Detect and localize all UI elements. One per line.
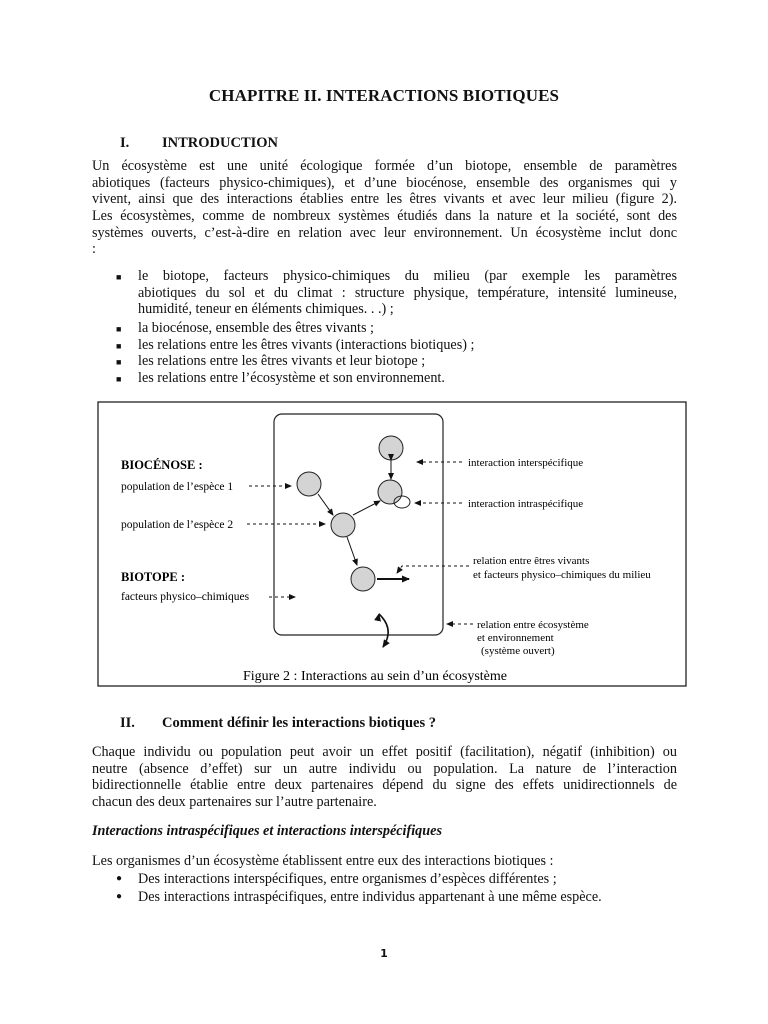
list-item bbox=[116, 353, 426, 370]
section-number: II. bbox=[120, 715, 135, 731]
ecosystem-figure bbox=[97, 401, 687, 687]
square-bullet-icon: ■ bbox=[116, 357, 122, 367]
intro-line: abiotiques (facteurs physico-chimiques), et d’une biocénose, ensemble des organismes qui y bbox=[92, 175, 677, 191]
square-bullet-icon: ■ bbox=[116, 341, 122, 351]
round-bullet-icon: ● bbox=[116, 891, 123, 902]
list-item-text: Des interactions interspécifiques, entre organismes d’espèces différentes ; bbox=[138, 871, 557, 887]
paragraph-line: bidirectionnelle établie entre deux partenaires dépend du signe des effets unidirectionnels de bbox=[92, 777, 677, 793]
list-item-line: les relations entre les êtres vivants et leur biotope ; bbox=[138, 353, 426, 369]
biotope-label: BIOTOPE : bbox=[121, 570, 186, 584]
paragraph-line: Chaque individu ou population peut avoir un effet positif (facilitation), négatif (inhibition) ou bbox=[92, 744, 677, 760]
subsection-title: Interactions intraspécifiques et interactions interspécifiques bbox=[92, 823, 442, 839]
square-bullet-icon: ■ bbox=[116, 272, 122, 282]
list-item bbox=[116, 889, 602, 906]
interspecific-label: interaction interspécifique bbox=[468, 457, 584, 469]
intraspecific-label: interaction intraspécifique bbox=[468, 498, 584, 510]
intro-line: vivent, ainsi que des interactions établies entre les êtres vivants et avec leur milieu (figure 2). bbox=[92, 191, 677, 207]
facteurs-label: facteurs physico–chimiques bbox=[121, 591, 250, 603]
relation-eco-line3: (système ouvert) bbox=[481, 645, 555, 657]
intro-line: Un écosystème est une unité écologique formée d’un biotope, ensemble de paramètres bbox=[92, 158, 677, 174]
population-circle bbox=[379, 436, 403, 460]
intro-line: systèmes ouverts, c’est-à-dire en relation avec leur environnement. Un écosystème inclut donc bbox=[92, 225, 677, 241]
list-item bbox=[116, 370, 445, 387]
square-bullet-icon: ■ bbox=[116, 324, 122, 334]
section-number: I. bbox=[120, 135, 130, 151]
population-circle bbox=[331, 513, 355, 537]
biocenose-label: BIOCÉNOSE : bbox=[121, 458, 203, 472]
section-heading-introduction bbox=[120, 135, 278, 152]
population-circle bbox=[378, 480, 402, 504]
list-item-text: Des interactions intraspécifiques, entre individus appartenant à une même espèce. bbox=[138, 889, 602, 905]
list-item bbox=[116, 871, 557, 888]
organisms-paragraph: Les organismes d’un écosystème établissent entre eux des interactions biotiques : bbox=[92, 853, 554, 869]
page-number: 1 bbox=[380, 947, 388, 960]
intro-line: : bbox=[92, 241, 96, 257]
relation-vivants-line1: relation entre êtres vivants bbox=[473, 555, 590, 567]
square-bullet-icon: ■ bbox=[116, 374, 122, 384]
round-bullet-icon: ● bbox=[116, 873, 123, 884]
list-item bbox=[116, 268, 677, 318]
population-circle bbox=[351, 567, 375, 591]
paragraph-line: chacun des deux partenaires sur l’autre partenaire. bbox=[92, 794, 377, 810]
chapter-title: CHAPITRE II. INTERACTIONS BIOTIQUES bbox=[208, 86, 560, 105]
paragraph-line: neutre (absence d’effet) sur un autre individu ou population. La nature de l’interaction bbox=[92, 761, 677, 777]
section-title: Comment définir les interactions biotiques ? bbox=[162, 715, 437, 731]
population-1-label: population de l’espèce 1 bbox=[121, 481, 234, 493]
list-item-line: humidité, teneur en éléments chimiques. . .) ; bbox=[138, 301, 394, 318]
section-title: INTRODUCTION bbox=[162, 135, 279, 151]
list-item-line: la biocénose, ensemble des êtres vivants ; bbox=[138, 320, 374, 336]
population-2-label: population de l’espèce 2 bbox=[121, 519, 234, 531]
population-circle bbox=[297, 472, 321, 496]
list-item-line: le biotope, facteurs physico-chimiques du milieu (par exemple les paramètres bbox=[138, 268, 677, 284]
relation-eco-line1: relation entre écosystème bbox=[477, 619, 589, 631]
list-item-line: abiotiques du sol et du climat : structure physique, température, intensité lumineuse, bbox=[138, 284, 677, 301]
relation-vivants-line2: et facteurs physico–chimiques du milieu bbox=[473, 569, 651, 581]
relation-eco-line2: et environnement bbox=[477, 632, 554, 644]
list-item bbox=[116, 337, 475, 354]
intro-line: Les écosystèmes, comme de nombreux systèmes étudiés dans la nature et la société, sont des bbox=[92, 208, 677, 224]
list-item-line: les relations entre l’écosystème et son environnement. bbox=[138, 370, 445, 386]
list-item bbox=[116, 320, 374, 337]
list-item-line: les relations entre les êtres vivants (interactions biotiques) ; bbox=[138, 337, 475, 353]
figure-caption: Figure 2 : Interactions au sein d’un écosystème bbox=[243, 669, 507, 684]
section-heading-interactions bbox=[120, 715, 436, 732]
